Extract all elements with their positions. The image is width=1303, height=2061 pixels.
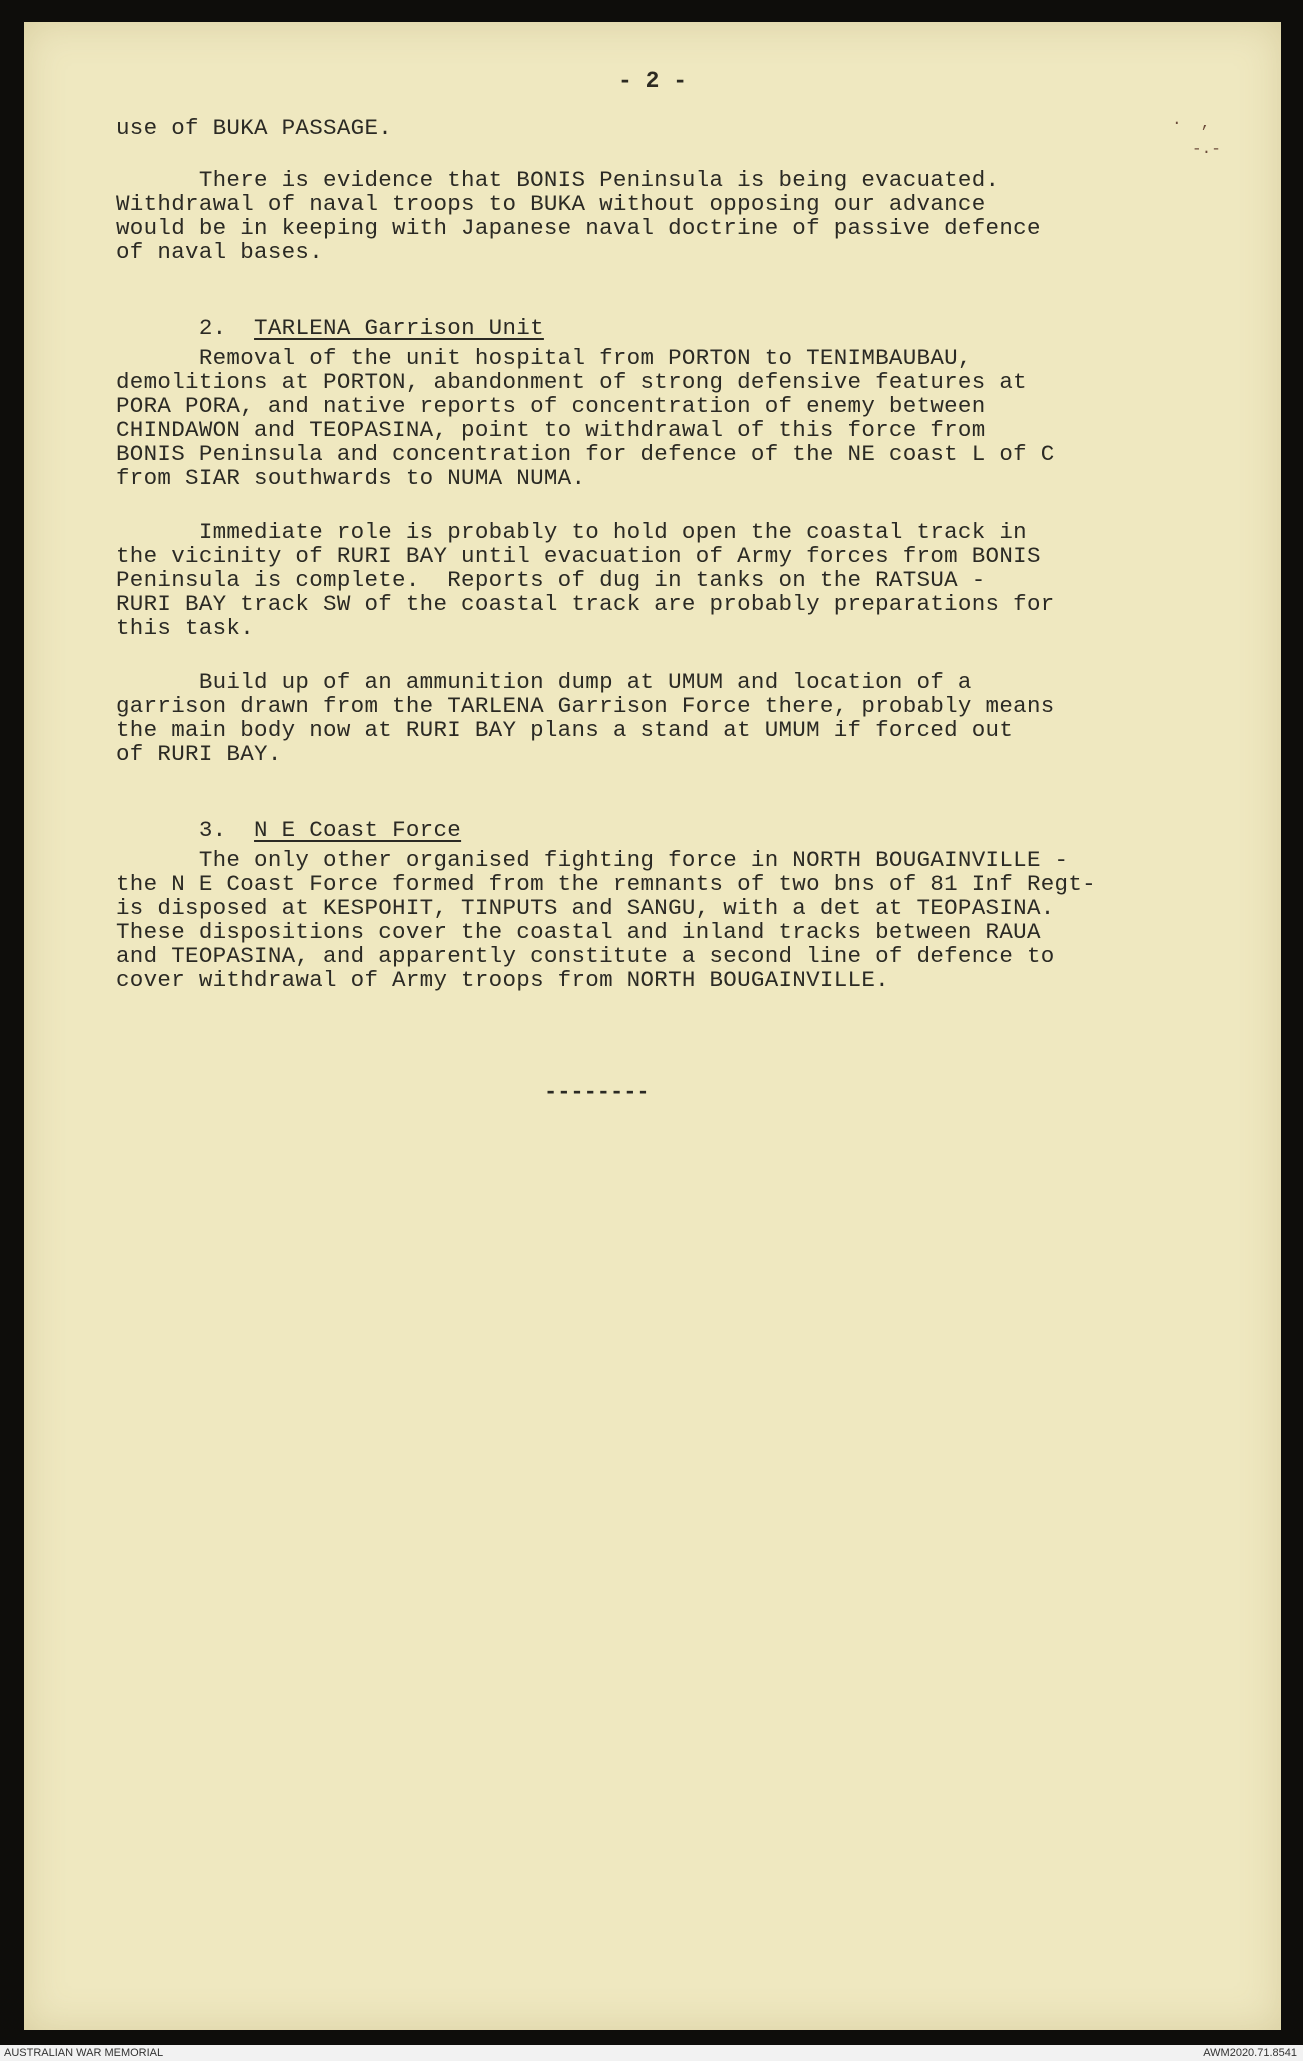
s2-p2-line: Peninsula is complete. Reports of dug in tanks on the RATSUA - bbox=[116, 567, 986, 593]
s2-p3-line: Build up of an ammunition dump at UMUM and location of a bbox=[116, 669, 972, 695]
s2-p3-line: of RURI BAY. bbox=[116, 741, 282, 767]
s3-p1-line: These dispositions cover the coastal and inland tracks between RAUA bbox=[116, 919, 1041, 945]
section-2-title: TARLENA Garrison Unit bbox=[254, 315, 544, 341]
footer-right: AWM2020.71.8541 bbox=[1203, 2047, 1297, 2059]
document-page bbox=[24, 22, 1281, 2030]
s2-p2-line: this task. bbox=[116, 615, 255, 641]
s2-p2-line: the vicinity of RURI BAY until evacuation of Army forces from BONIS bbox=[116, 543, 1041, 569]
s3-p1-line: The only other organised fighting force in NORTH BOUGAINVILLE - bbox=[116, 847, 1069, 873]
s3-p1-line: the N E Coast Force formed from the remnants of two bns of 81 Inf Regt- bbox=[116, 871, 1096, 897]
s2-p1-line: from SIAR southwards to NUMA NUMA. bbox=[116, 465, 586, 491]
section-3-title: N E Coast Force bbox=[254, 817, 462, 843]
s2-p3-line: the main body now at RURI BAY plans a stand at UMUM if forced out bbox=[116, 717, 1014, 743]
end-divider: -------- bbox=[544, 1080, 650, 1105]
s2-p1-line: BONIS Peninsula and concentration for defence of the NE coast L of C bbox=[116, 441, 1055, 467]
s3-p1-line: cover withdrawal of Army troops from NORTH BOUGAINVILLE. bbox=[116, 967, 889, 993]
s2-p3-line: garrison drawn from the TARLENA Garrison Force there, probably means bbox=[116, 693, 1055, 719]
s2-p2-line: Immediate role is probably to hold open the coastal track in bbox=[116, 519, 1027, 545]
s3-p1-line: is disposed at KESPOHIT, TINPUTS and SANGU, with a det at TEOPASINA. bbox=[116, 895, 1055, 921]
s2-p1-line: CHINDAWON and TEOPASINA, point to withdrawal of this force from bbox=[116, 417, 986, 443]
intro-line: use of BUKA PASSAGE. bbox=[116, 115, 393, 141]
section-3-number: 3. bbox=[198, 817, 227, 843]
section-2-number: 2. bbox=[198, 315, 227, 341]
s2-p1-line: Removal of the unit hospital from PORTON to TENIMBAUBAU, bbox=[116, 345, 972, 371]
pencil-mark: -.- bbox=[1192, 140, 1221, 158]
s3-p1-line: and TEOPASINA, and apparently constitute a second line of defence to bbox=[116, 943, 1055, 969]
footer-left: AUSTRALIAN WAR MEMORIAL bbox=[4, 2047, 164, 2059]
s2-p1-line: PORA PORA, and native reports of concentration of enemy between bbox=[116, 393, 986, 419]
s2-p2-line: RURI BAY track SW of the coastal track are probably preparations for bbox=[116, 591, 1055, 617]
para1-line: There is evidence that BONIS Peninsula is being evacuated. bbox=[116, 167, 1000, 193]
page-number: - 2 - bbox=[617, 68, 687, 94]
s2-p1-line: demolitions at PORTON, abandonment of strong defensive features at bbox=[116, 369, 1027, 395]
para1-line: Withdrawal of naval troops to BUKA without opposing our advance bbox=[116, 191, 986, 217]
para1-line: would be in keeping with Japanese naval doctrine of passive defence bbox=[116, 215, 1041, 241]
pencil-mark: · , bbox=[1172, 114, 1211, 132]
para1-line: of naval bases. bbox=[116, 239, 324, 265]
